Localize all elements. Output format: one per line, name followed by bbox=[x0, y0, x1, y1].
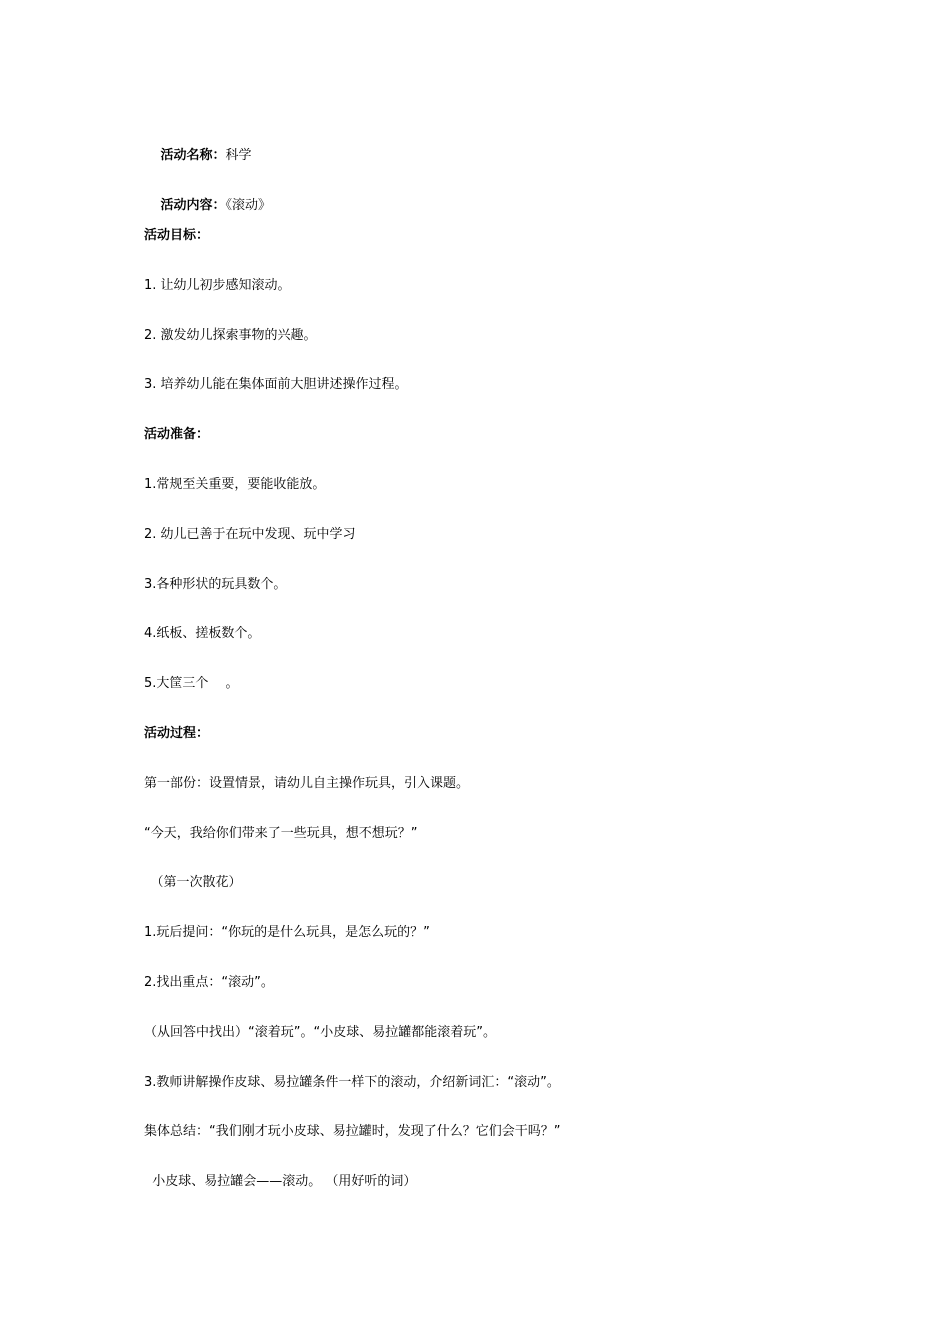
process-line: 1.玩后提问：“你玩的是什么玩具，是怎么玩的？” bbox=[144, 925, 430, 940]
goal-item: 2. 激发幼儿探索事物的兴趣。 bbox=[144, 328, 317, 343]
activity-name-line bbox=[144, 126, 252, 163]
process-line: 3.教师讲解操作皮球、易拉罐条件一样下的滚动，介绍新词汇：“滚动”。 bbox=[144, 1075, 560, 1090]
process-line: “今天，我给你们带来了一些玩具，想不想玩？” bbox=[144, 826, 418, 841]
process-heading: 活动过程： bbox=[144, 726, 210, 741]
preparation-item: 2. 幼儿已善于在玩中发现、玩中学习 bbox=[144, 527, 356, 542]
preparation-item: 1.常规至关重要，要能收能放。 bbox=[144, 477, 326, 492]
activity-name-value: 科学 bbox=[225, 148, 252, 163]
activity-name-label: 活动名称： bbox=[160, 148, 226, 163]
goals-heading: 活动目标： bbox=[144, 228, 210, 243]
process-line: 集体总结：“我们刚才玩小皮球、易拉罐时，发现了什么？它们会干吗？” bbox=[144, 1124, 561, 1139]
process-line: 小皮球、易拉罐会——滚动。 （用好听的词） bbox=[144, 1174, 417, 1189]
preparation-heading: 活动准备： bbox=[144, 427, 210, 442]
preparation-item: 5.大筐三个 。 bbox=[144, 676, 239, 691]
process-line: 2.找出重点：“滚动”。 bbox=[144, 975, 274, 990]
process-line: （第一次散花） bbox=[144, 875, 242, 890]
preparation-item: 4.纸板、搓板数个。 bbox=[144, 626, 261, 641]
activity-content-label: 活动内容： bbox=[160, 198, 226, 213]
goal-item: 3. 培养幼儿能在集体面前大胆讲述操作过程。 bbox=[144, 377, 408, 392]
activity-content-value: 《滚动》 bbox=[225, 198, 272, 213]
activity-content-line bbox=[144, 176, 272, 213]
process-line: （从回答中找出）“滚着玩”。“小皮球、易拉罐都能滚着玩”。 bbox=[144, 1025, 496, 1040]
preparation-item: 3.各种形状的玩具数个。 bbox=[144, 577, 287, 592]
process-line: 第一部份：设置情景，请幼儿自主操作玩具，引入课题。 bbox=[144, 776, 470, 791]
goal-item: 1. 让幼儿初步感知滚动。 bbox=[144, 278, 291, 293]
